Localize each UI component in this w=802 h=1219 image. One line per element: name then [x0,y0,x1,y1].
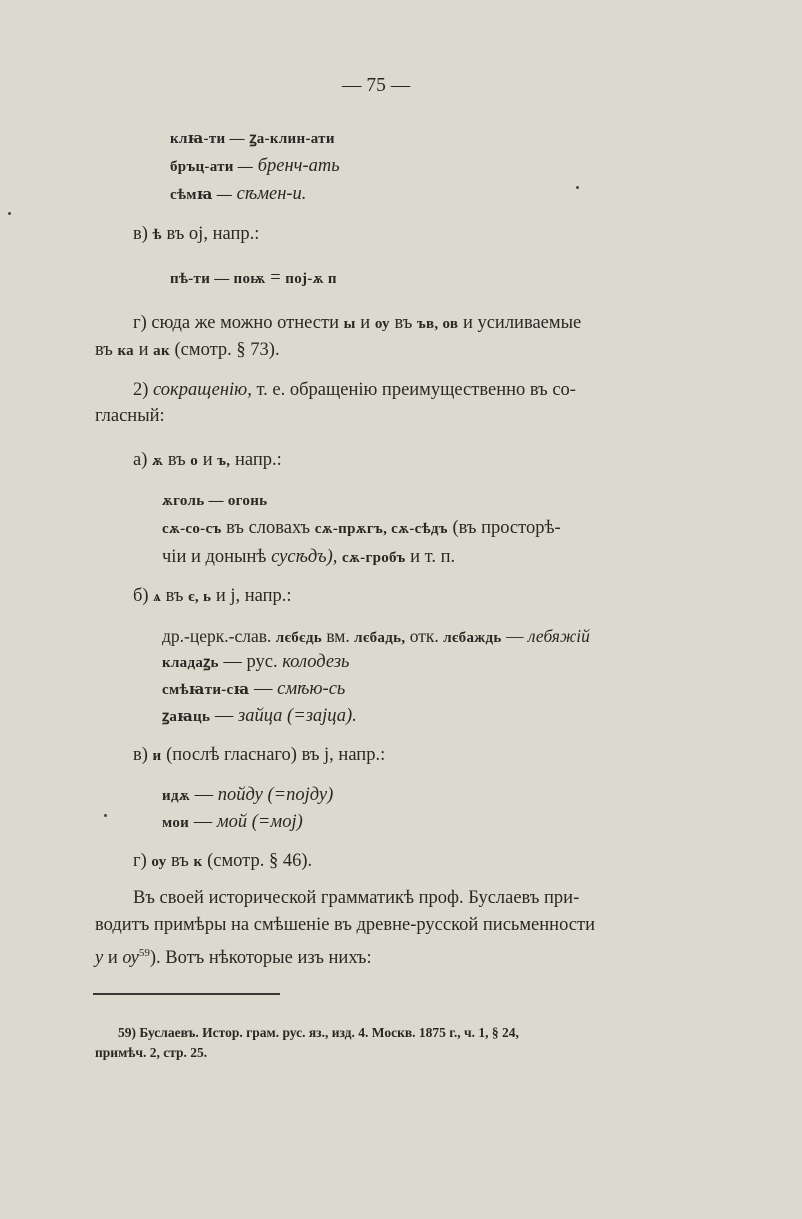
russian-word: пойду (=поjду) [217,785,334,805]
paragraph-line [95,338,280,363]
italic-letter: ѹ [122,948,139,969]
russian-word: сѣмен-и. [236,184,307,204]
text-run: и [360,313,371,333]
text-run: — [194,785,214,805]
example-line [162,624,590,650]
paper-speck [104,814,107,817]
text-run: чiи и донынѣ [162,547,267,567]
paper-speck [576,186,579,189]
section-text: въ оj, напр.: [166,224,260,244]
church-slavonic-letter: ѧ [153,589,162,605]
text-run: 2) [133,380,149,400]
church-slavonic-word: лєбєдь [275,630,322,646]
paper-speck [8,212,11,215]
russian-word: мой (=моj) [216,812,303,832]
section-label: в) [133,224,148,244]
russian-word: сусѣдъ), [271,547,338,567]
italic-term: сокращенiю, [153,380,252,400]
footnote-line: 59) Буслаевъ. Истор. грам. рус. яз., изд. 4. Москв. 1875 г., ч. 1, § 24, [118,1025,519,1040]
text-run: — [214,706,234,726]
church-slavonic-letter: ѣ [152,227,162,243]
text-run: (въ просторѣ- [452,518,561,538]
text-run: въ [171,851,189,871]
example-line [162,810,303,835]
example-line [162,516,561,541]
russian-word: лебяжiй [527,626,590,646]
church-slavonic-word: кладаꙁь [162,655,219,671]
church-slavonic-letter: ак [153,343,170,359]
text-run: и т. п. [410,547,456,567]
example-line [162,488,267,513]
church-slavonic-letter: ъ, [217,453,231,469]
text-run: и [202,450,213,470]
text-run: въ словахъ [226,518,311,538]
church-slavonic-letter: оу [151,854,167,870]
text-run: и [107,948,118,969]
church-slavonic-word: мои [162,815,190,831]
paragraph-line: Въ своей исторической грамматикѣ проф. Буслаевъ при- [133,888,580,908]
russian-word: колодезь [282,652,350,672]
section-heading [133,222,259,247]
text-run: — [193,812,213,832]
text-run: вм. [326,626,350,646]
text-run: (смотр. § 46). [207,851,313,871]
church-slavonic-word: поj-ѫ п [285,271,337,287]
text-run: ). Вотъ нѣкоторые изъ нихъ: [149,948,372,969]
paragraph-line [133,311,581,336]
russian-word: зайца (=заjца). [237,706,357,726]
example-line [170,266,337,291]
equals-sign: = [270,268,281,288]
church-slavonic-word: ꙁа-клин-ати [249,131,335,147]
church-slavonic-word: идѫ [162,788,191,804]
church-slavonic-letter: к [193,854,203,870]
text-run: (послѣ гласнаго) въ j, напр.: [166,745,386,765]
section-heading [133,743,385,768]
text-run: — [254,679,273,699]
section-label: б) [133,586,149,606]
paragraph-line [95,941,372,970]
section-heading [133,584,292,609]
church-slavonic-letter: є, ь [188,589,212,605]
church-slavonic-word: лєбаждь [443,630,502,646]
text-run: т. е. обращенiю преимущественно въ со- [256,380,576,400]
italic-letter: у [95,948,104,969]
paragraph-line: водитъ примѣры на смѣшенiе въ древне-русской письменности [95,915,595,935]
church-slavonic-letter: о [190,453,199,469]
section-heading [133,849,312,874]
text-run: въ [167,450,186,470]
church-slavonic-word: сѫ-со-съ [162,521,222,537]
footnote-reference: 59 [138,947,150,959]
text-run: — рус. [223,652,278,672]
church-slavonic-letter: ы [343,316,356,332]
text-run: напр.: [234,450,282,470]
section-label: в) [133,745,148,765]
example-line [170,126,335,151]
church-slavonic-letter: оу [374,316,390,332]
text-run: и j, напр.: [215,586,292,606]
text-run: и [138,340,149,360]
text-run: въ [95,340,113,360]
paragraph-line [133,378,576,402]
church-slavonic-word: смѣꙗти-сꙗ [162,682,250,698]
example-line [162,545,455,570]
text-run: — [505,626,524,646]
church-slavonic-letter: ка [117,343,134,359]
text-run: г) сюда же можно отнести [133,313,340,333]
footnote-divider [93,993,280,995]
text-run: въ [394,313,413,333]
page-number: — 75 — [342,75,411,96]
text-run: въ [165,586,184,606]
example-line [170,182,306,207]
russian-word: смѣю-сь [277,679,346,699]
church-slavonic-word: ѫголь — огонь [162,493,268,509]
footnote-line: примѣч. 2, стр. 25. [95,1045,208,1060]
text-run: (смотр. § 73). [174,340,280,360]
example-line [162,650,349,675]
text-run: и усиливаемые [462,313,582,333]
church-slavonic-letter: ъв, ов [416,316,459,332]
church-slavonic-word: ꙁаꙗць [162,709,211,725]
church-slavonic-letter: и [152,748,162,764]
section-heading [133,448,282,473]
paragraph-line: гласный: [95,406,165,426]
section-label: а) [133,450,148,470]
church-slavonic-word: бръц-ати — [170,159,254,175]
russian-word: бренч-ать [257,156,340,176]
church-slavonic-word: лєбадь, [354,630,406,646]
church-slavonic-letter: ѫ [152,453,164,469]
section-label: г) [133,851,147,871]
example-line [162,704,357,729]
example-line [162,677,345,702]
church-slavonic-word: клꙗ-ти — [170,131,245,147]
text-run: др.-церк.-слав. [162,626,272,646]
example-line [162,783,333,808]
church-slavonic-word: сѫ-гробъ [342,550,406,566]
example-line [170,154,340,179]
church-slavonic-word: пѣ-ти — поѭ [170,271,266,287]
text-run: отк. [409,626,439,646]
church-slavonic-word: сѫ-прѫгъ, сѫ-сѣдъ [314,521,448,537]
church-slavonic-word: сѣмꙗ — [170,187,233,203]
